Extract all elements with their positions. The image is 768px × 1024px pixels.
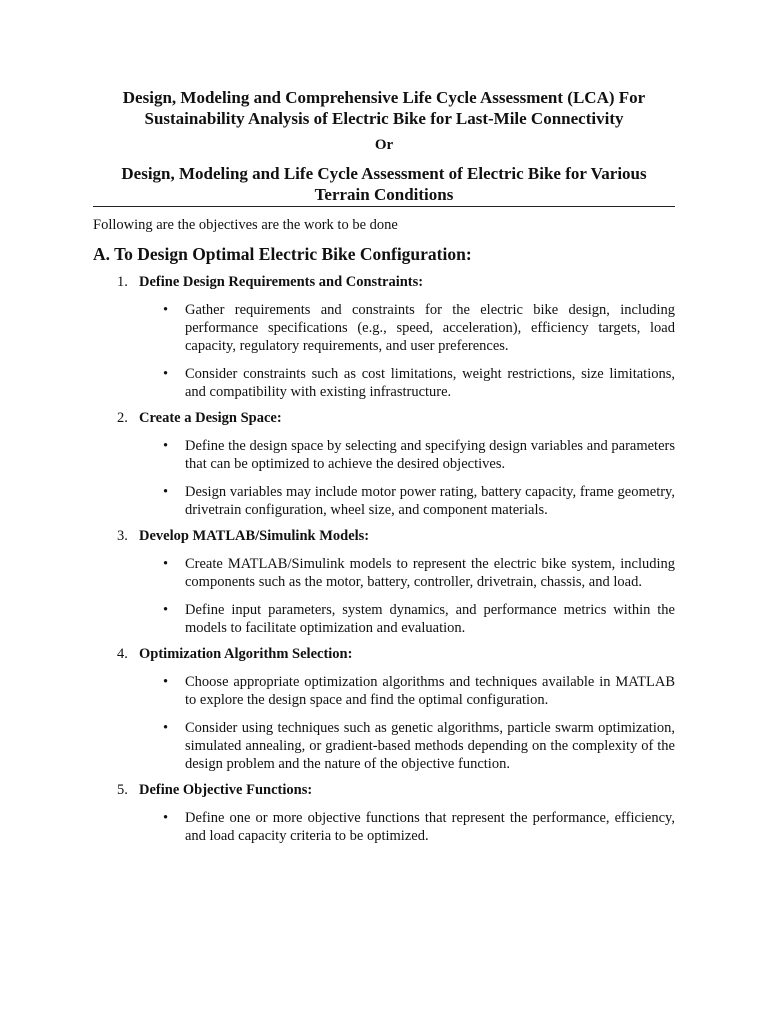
bullet-icon: • xyxy=(163,366,169,382)
bullet-item xyxy=(93,483,675,519)
section-heading: A. To Design Optimal Electric Bike Configuration: xyxy=(93,244,472,264)
item-heading xyxy=(93,527,675,545)
item-heading xyxy=(93,409,675,427)
objectives-list xyxy=(93,273,675,845)
bullet-item xyxy=(93,301,675,355)
bullet-icon: • xyxy=(163,674,169,690)
bullet-item xyxy=(93,719,675,773)
list-item xyxy=(93,273,675,401)
bullet-text: Consider constraints such as cost limitations, weight restrictions, size limitations, and compatibility with existing infrastructure. xyxy=(185,366,675,400)
bullet-text: Define the design space by selecting and specifying design variables and parameters that can be optimized to achieve the desired objectives. xyxy=(185,438,675,472)
bullet-text: Choose appropriate optimization algorithms and techniques available in MATLAB to explore the design space and find the optimal configuration. xyxy=(185,674,675,708)
item-label: Develop MATLAB/Simulink Models: xyxy=(139,528,370,544)
bullet-text: Design variables may include motor power rating, battery capacity, frame geometry, drivetrain configuration, wheel size, and component materials. xyxy=(185,484,675,518)
bullet-text: Define one or more objective functions that represent the performance, efficiency, and load capacity criteria to be optimized. xyxy=(185,810,675,844)
main-title: Design, Modeling and Comprehensive Life Cycle Assessment (LCA) For Sustainability Analysis of Electric Bike for Last-Mile Connectivity xyxy=(122,88,646,128)
list-item xyxy=(93,527,675,637)
bullet-text: Create MATLAB/Simulink models to represent the electric bike system, including components such as the motor, battery, controller, drivetrain, chassis, and load. xyxy=(185,556,675,590)
bullet-text: Consider using techniques such as genetic algorithms, particle swarm optimization, simulated annealing, or gradient-based methods depending on the complexity of the design problem and the nature of the objective function. xyxy=(185,720,675,772)
bullet-text: Gather requirements and constraints for the electric bike design, including performance specifications (e.g., speed, acceleration), efficiency targets, load capacity, regulatory requirements, and user preferences. xyxy=(185,302,675,354)
bullet-item xyxy=(93,437,675,473)
bullet-item xyxy=(93,673,675,709)
item-number: 2. xyxy=(117,410,128,426)
or-separator: Or xyxy=(374,137,394,153)
bullet-item xyxy=(93,601,675,637)
bullet-item xyxy=(93,809,675,845)
item-number: 3. xyxy=(117,528,128,544)
document-page xyxy=(93,87,675,845)
list-item xyxy=(93,645,675,773)
bullet-text: Define input parameters, system dynamics, and performance metrics within the models to facilitate optimization and evaluation. xyxy=(185,602,675,636)
alternate-title: Design, Modeling and Life Cycle Assessment of Electric Bike for Various Terrain Conditions xyxy=(121,164,647,204)
item-label: Create a Design Space: xyxy=(139,410,282,426)
list-item xyxy=(93,409,675,519)
bullet-icon: • xyxy=(163,810,169,826)
bullet-icon: • xyxy=(163,556,169,572)
item-heading xyxy=(93,645,675,663)
bullet-icon: • xyxy=(163,602,169,618)
item-number: 1. xyxy=(117,274,128,290)
item-number: 5. xyxy=(117,782,128,798)
bullet-item xyxy=(93,555,675,591)
list-item xyxy=(93,781,675,845)
item-label: Optimization Algorithm Selection: xyxy=(139,646,353,662)
bullet-icon: • xyxy=(163,720,169,736)
intro-text: Following are the objectives are the work to be done xyxy=(93,217,398,233)
item-label: Define Design Requirements and Constraints: xyxy=(139,274,424,290)
item-label: Define Objective Functions: xyxy=(139,782,313,798)
item-heading xyxy=(93,781,675,799)
item-number: 4. xyxy=(117,646,128,662)
bullet-icon: • xyxy=(163,484,169,500)
title-rule xyxy=(93,206,675,207)
bullet-item xyxy=(93,365,675,401)
bullet-icon: • xyxy=(163,438,169,454)
bullet-icon: • xyxy=(163,302,169,318)
item-heading xyxy=(93,273,675,291)
